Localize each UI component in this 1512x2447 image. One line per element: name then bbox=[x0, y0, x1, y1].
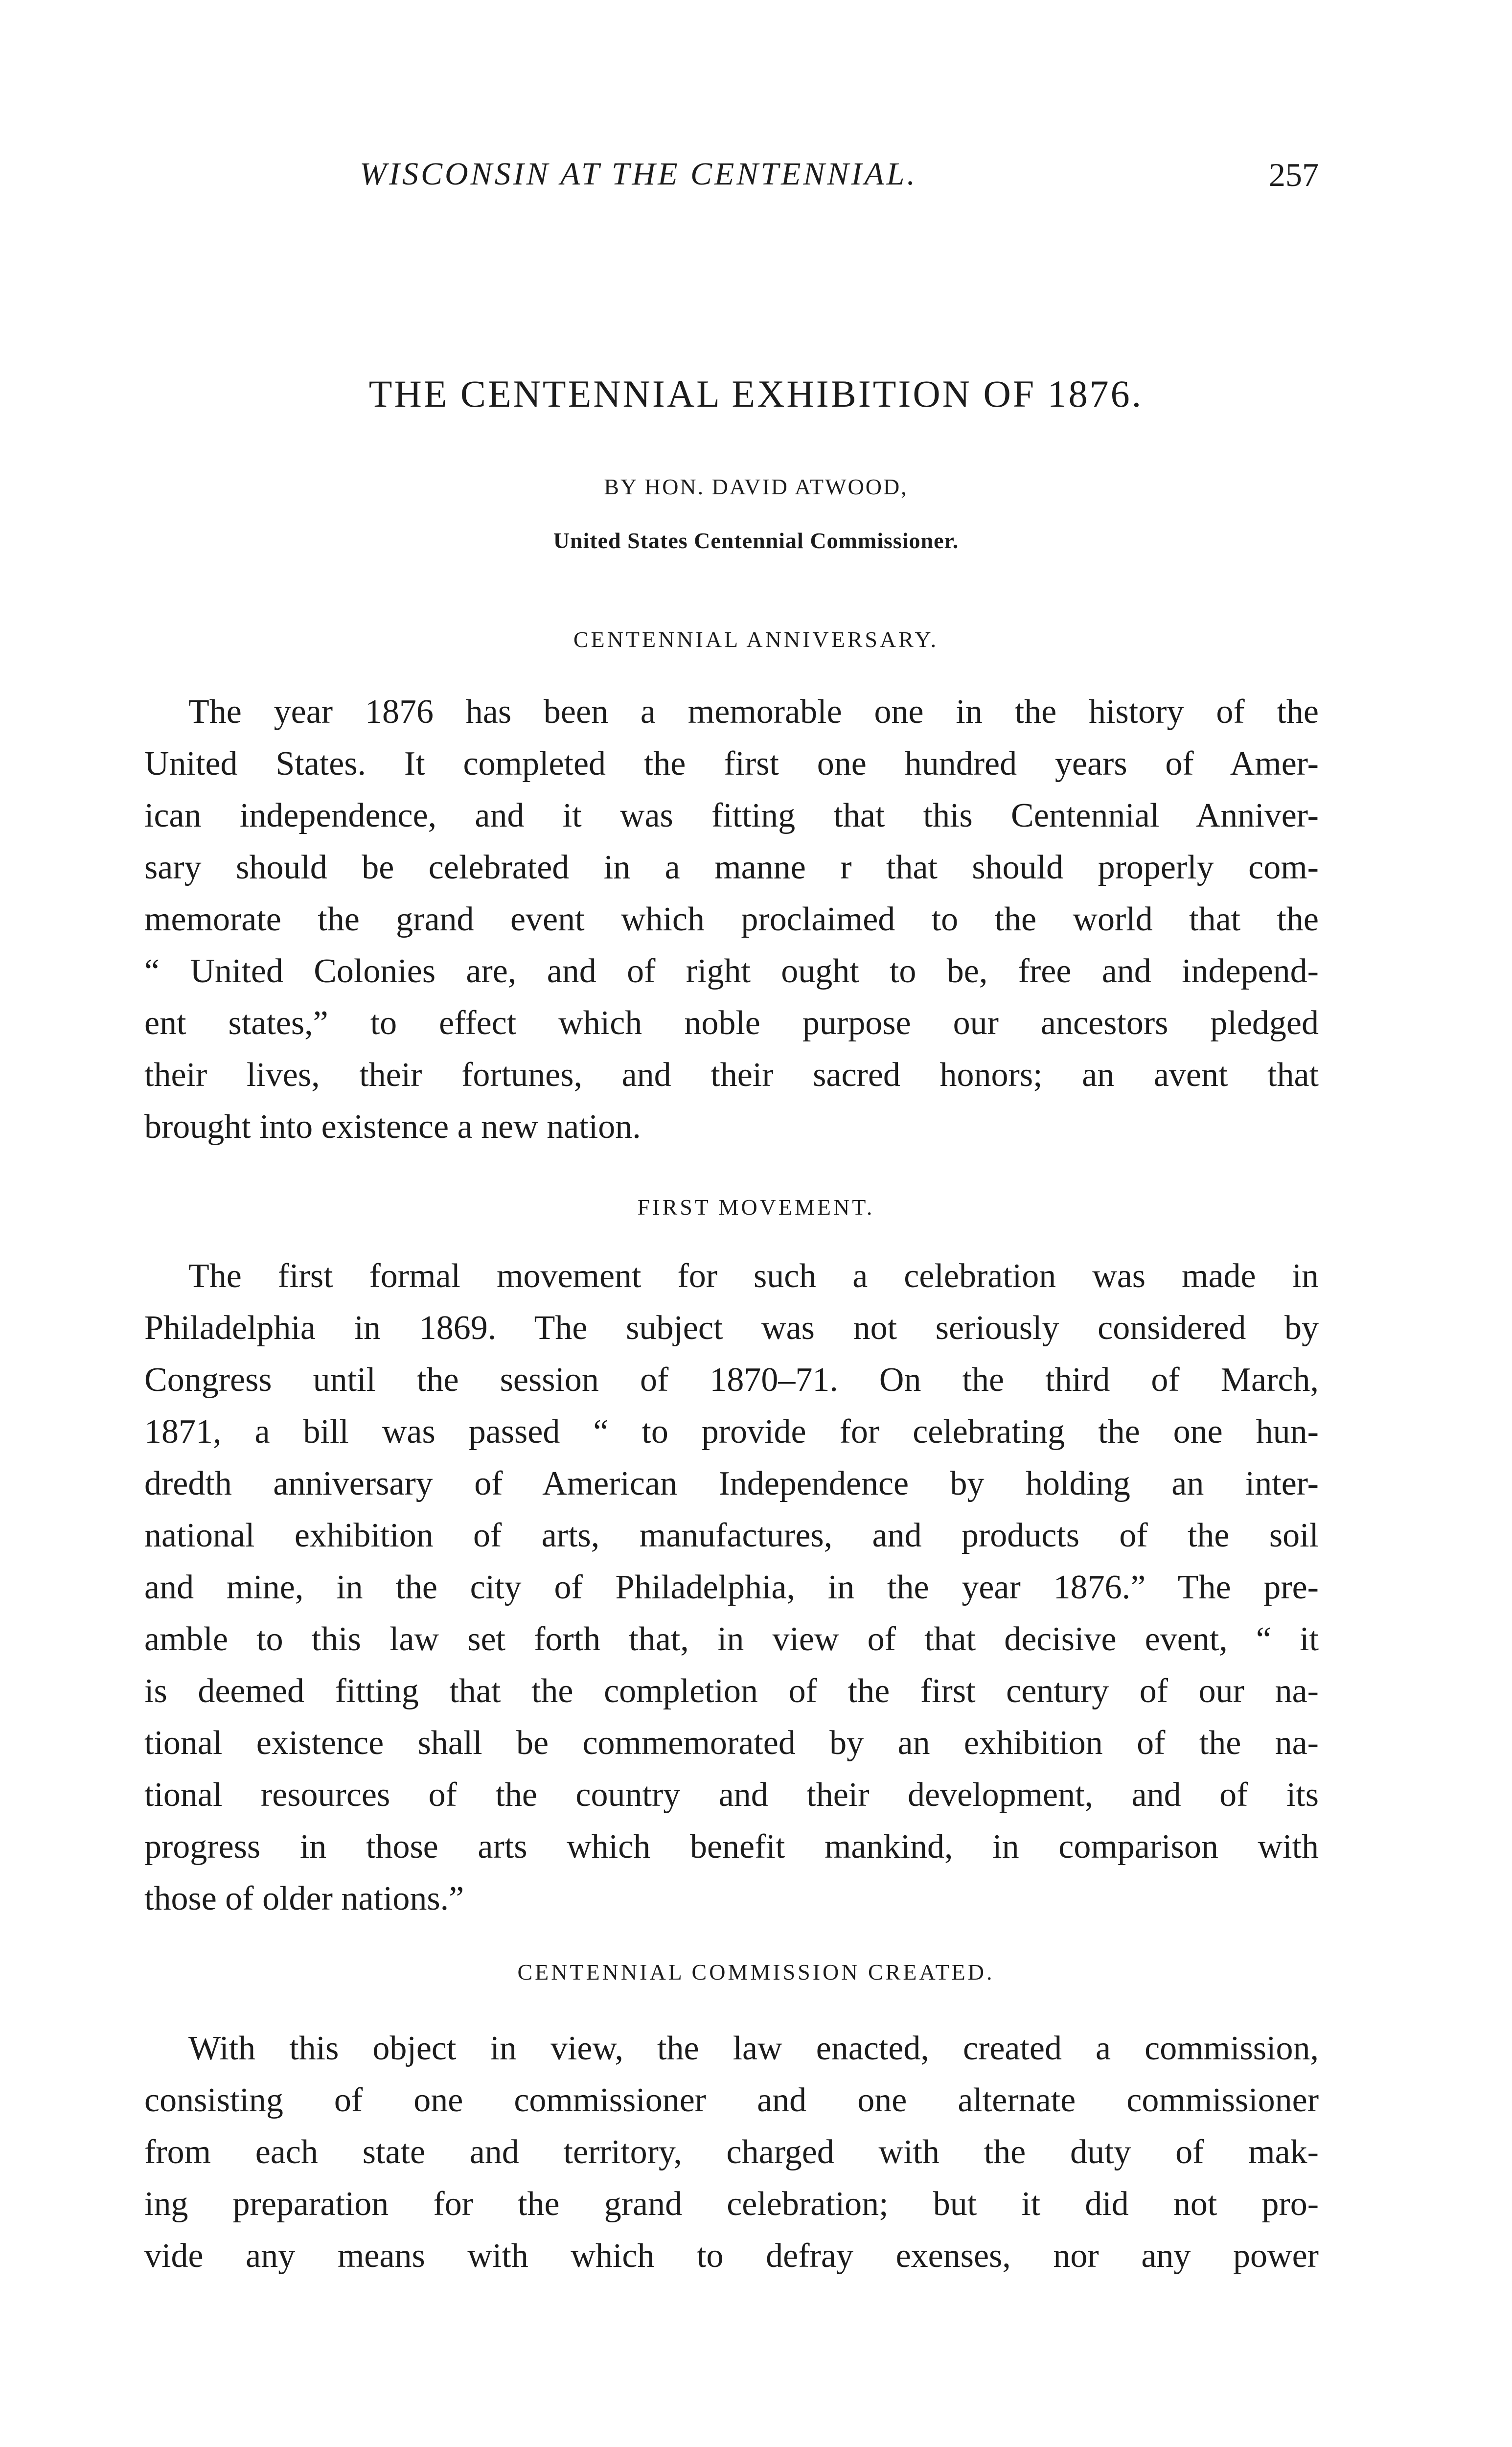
running-head: WISCONSIN AT THE CENTENNIAL. bbox=[360, 156, 917, 192]
text-line: national exhibition of arts, manufactures, and products of the soil bbox=[144, 1517, 1319, 1554]
text-line: ican independence, and it was fitting that this Centennial Anniver- bbox=[144, 797, 1319, 834]
paragraph-commission-created bbox=[144, 2023, 1319, 2282]
page-number: 257 bbox=[1269, 156, 1319, 193]
text-line: tional resources of the country and their development, and of its bbox=[144, 1776, 1319, 1814]
paragraph-centennial-anniversary bbox=[144, 686, 1319, 1153]
section-heading-first-movement: FIRST MOVEMENT. bbox=[637, 1195, 875, 1220]
text-line: United States. It completed the first one hundred years of Amer- bbox=[144, 745, 1319, 783]
text-line: The year 1876 has been a memorable one in the history of the bbox=[188, 693, 1319, 731]
text-line: Philadelphia in 1869. The subject was not seriously considered by bbox=[144, 1309, 1319, 1347]
text-line: from each state and territory, charged with the duty of mak- bbox=[144, 2133, 1319, 2171]
section-heading-centennial-anniversary: CENTENNIAL ANNIVERSARY. bbox=[573, 627, 939, 652]
paragraph-first-movement bbox=[144, 1250, 1319, 1925]
text-line: tional existence shall be commemorated by an exhibition of the na- bbox=[144, 1724, 1319, 1762]
text-line: ing preparation for the grand celebration; but it did not pro- bbox=[144, 2185, 1319, 2223]
text-line: 1871, a bill was passed “ to provide for celebrating the one hun- bbox=[144, 1413, 1319, 1451]
text-line: “ United Colonies are, and of right ought to be, free and independ- bbox=[144, 952, 1319, 990]
text-line: progress in those arts which benefit mankind, in comparison with bbox=[144, 1828, 1319, 1866]
author-affiliation: United States Centennial Commissioner. bbox=[553, 528, 959, 553]
text-line: ent states,” to effect which noble purpose our ancestors pledged bbox=[144, 1004, 1319, 1042]
text-line: is deemed fitting that the completion of the first century of our na- bbox=[144, 1672, 1319, 1710]
text-line: consisting of one commissioner and one alternate commissioner bbox=[144, 2081, 1319, 2119]
article-title: THE CENTENNIAL EXHIBITION OF 1876. bbox=[368, 372, 1144, 415]
text-line: amble to this law set forth that, in view of that decisive event, “ it bbox=[144, 1620, 1319, 1658]
text-line: sary should be celebrated in a manne r that should properly com- bbox=[144, 849, 1319, 886]
text-line: Congress until the session of 1870–71. On the third of March, bbox=[144, 1361, 1319, 1399]
text-line: and mine, in the city of Philadelphia, in the year 1876.” The pre- bbox=[144, 1569, 1319, 1606]
text-line: memorate the grand event which proclaimed to the world that the bbox=[144, 900, 1319, 938]
section-heading-commission-created: CENTENNIAL COMMISSION CREATED. bbox=[517, 1960, 995, 1985]
text-line: With this object in view, the law enacted, created a commission, bbox=[188, 2030, 1319, 2067]
text-line: vide any means with which to defray exenses, nor any power bbox=[144, 2237, 1319, 2275]
text-line: those of older nations.” bbox=[144, 1880, 464, 1917]
author-byline: BY HON. DAVID ATWOOD, bbox=[604, 474, 908, 499]
text-line: brought into existence a new nation. bbox=[144, 1108, 641, 1146]
text-line: their lives, their fortunes, and their sacred honors; an avent that bbox=[144, 1056, 1319, 1094]
text-line: The first formal movement for such a celebration was made in bbox=[188, 1257, 1319, 1295]
text-line: dredth anniversary of American Independence by holding an inter- bbox=[144, 1465, 1319, 1502]
